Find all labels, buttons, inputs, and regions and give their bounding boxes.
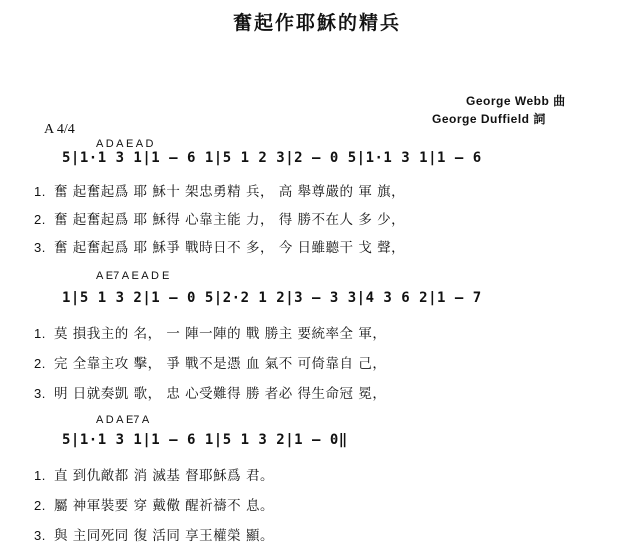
verse-number: 2. <box>34 212 46 227</box>
lyric-text: 明 日就奏凱 歌， 忠 心受難得 勝 者必 得生命冠 冕， <box>54 386 387 402</box>
lyric-text: 屬 神軍裝要 穿 戴儆 醒祈禱不 息。 <box>54 498 274 514</box>
chord-line-1: A D A E A D <box>96 138 154 150</box>
lyric-text: 奮 起奮起爲 耶 穌得 心靠主能 力， 得 勝不在人 多 少， <box>54 212 406 228</box>
verse-number: 1. <box>34 326 46 341</box>
lyric-row <box>34 524 274 544</box>
song-title: 奮起作耶穌的精兵 <box>232 12 401 34</box>
lyric-row <box>34 180 405 200</box>
composer-credit: George Webb 曲 <box>466 94 566 108</box>
verse-number: 3. <box>34 240 46 255</box>
lyric-text: 直 到仇敵都 消 滅基 督耶穌爲 君。 <box>54 468 274 484</box>
verse-number: 2. <box>34 498 46 513</box>
melody-line-2: 1|5 1 3 2|1 — 0 5|2·2 1 2|3 — 3 3|4 3 6 2|1 — 7 <box>62 290 482 306</box>
lyric-row <box>34 322 386 342</box>
lyric-row <box>34 236 405 256</box>
chord-line-2: A E7 A E A D E <box>96 270 170 282</box>
lyric-row <box>34 352 386 372</box>
key-signature: A 4/4 <box>44 122 75 137</box>
verse-number: 1. <box>34 184 46 199</box>
lyric-text: 奮 起奮起爲 耶 穌十 架忠勇精 兵， 高 舉尊嚴的 軍 旗， <box>54 184 406 200</box>
verse-number: 3. <box>34 528 46 543</box>
verse-number: 2. <box>34 356 46 371</box>
lyric-row <box>34 382 386 402</box>
chord-line-3: A D A E7 A <box>96 414 150 426</box>
lyricist-credit: George Duffield 詞 <box>432 112 546 126</box>
lyric-text: 完 全靠主攻 擊， 爭 戰不是憑 血 氣不 可倚靠自 己， <box>54 356 387 372</box>
lyric-row <box>34 464 274 484</box>
lyric-text: 與 主同死同 復 活同 享王權榮 顯。 <box>54 528 274 544</box>
melody-line-3: 5|1·1 3 1|1 — 6 1|5 1 3 2|1 — 0‖ <box>62 432 348 448</box>
lyric-text: 莫 損我主的 名， 一 陣一陣的 戰 勝主 要統率全 軍， <box>54 326 387 342</box>
verse-number: 1. <box>34 468 46 483</box>
verse-number: 3. <box>34 386 46 401</box>
lyric-row <box>34 494 274 514</box>
lyric-text: 奮 起奮起爲 耶 穌爭 戰時日不 多， 今 日雖聽干 戈 聲， <box>54 240 406 256</box>
melody-line-1: 5|1·1 3 1|1 — 6 1|5 1 2 3|2 — 0 5|1·1 3 1|1 — 6 <box>62 150 482 166</box>
lyric-row <box>34 208 405 228</box>
